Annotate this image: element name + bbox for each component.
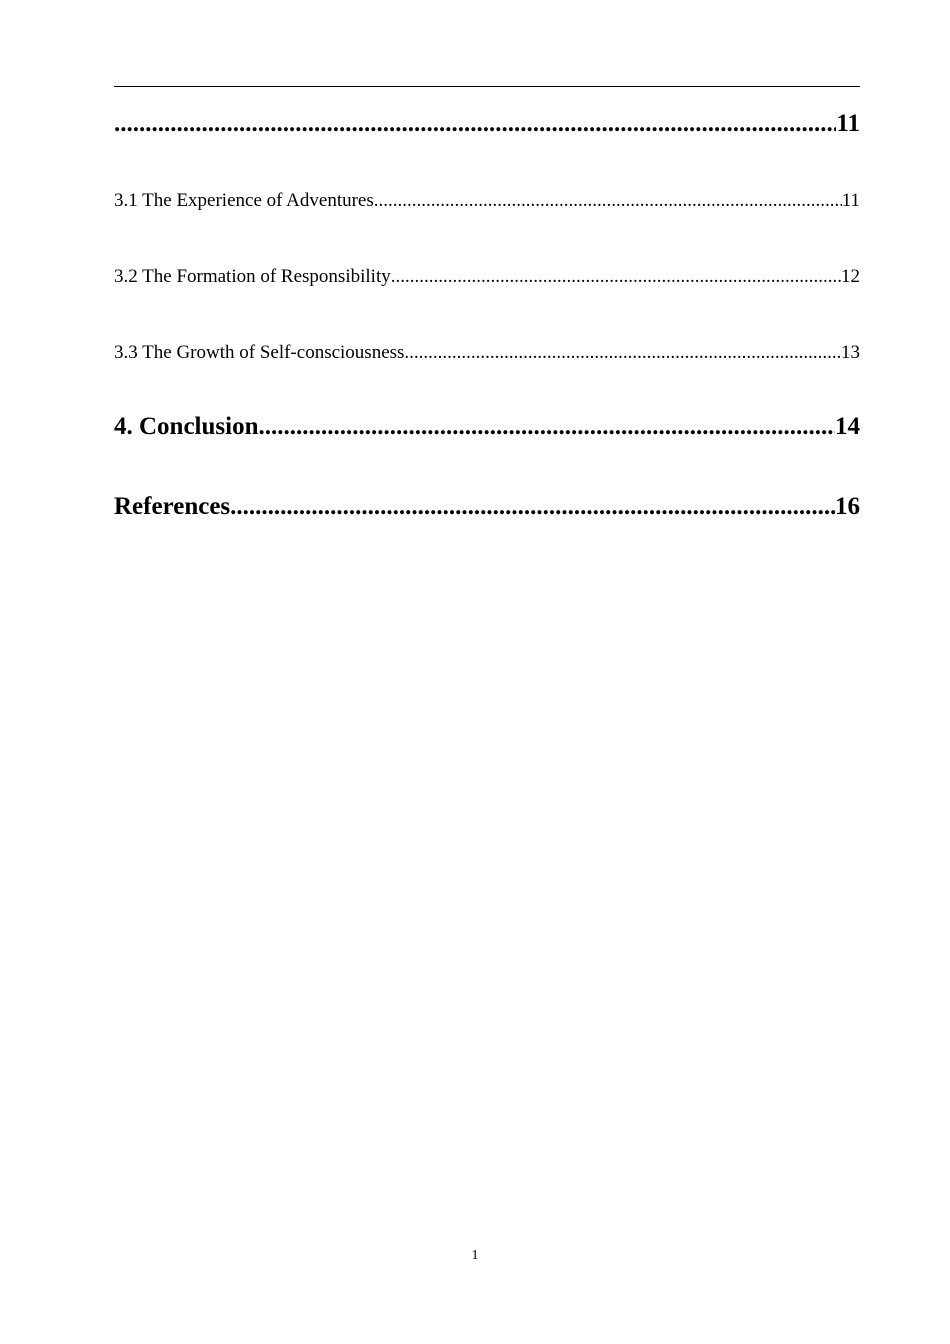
toc-entry-conclusion[interactable] [114, 413, 860, 441]
toc-entry-page: 13 [841, 342, 860, 363]
toc-entry-3-1[interactable] [114, 190, 860, 212]
toc-dot-leader [391, 266, 841, 288]
toc-entry-chapter-3-continued[interactable] [114, 110, 860, 138]
toc-entry-title: 3.3 The Growth of Self-consciousness [114, 342, 405, 363]
toc-entry-title: 4. Conclusion [114, 413, 259, 440]
header-rule [114, 86, 860, 87]
toc-dot-leader [374, 190, 842, 212]
toc-dot-leader [258, 413, 835, 441]
toc-entry-3-2[interactable] [114, 266, 860, 288]
toc-entry-page: 14 [835, 413, 860, 440]
toc-entry-page: 16 [835, 493, 860, 520]
toc-entry-page: 12 [841, 266, 860, 287]
toc-dot-leader [230, 493, 835, 521]
toc-entry-title: 3.1 The Experience of Adventures [114, 190, 374, 211]
toc-entry-references[interactable] [114, 493, 860, 521]
toc-dot-leader [404, 342, 841, 364]
toc-entry-3-3[interactable] [114, 342, 860, 364]
toc-dot-leader [114, 110, 836, 138]
toc-entry-title: References [114, 493, 231, 520]
page-number: 1 [471, 1248, 479, 1263]
toc-entry-page: 11 [841, 190, 860, 211]
toc-entry-title: 3.2 The Formation of Responsibility [114, 266, 391, 287]
toc-entry-page: 11 [836, 110, 860, 137]
